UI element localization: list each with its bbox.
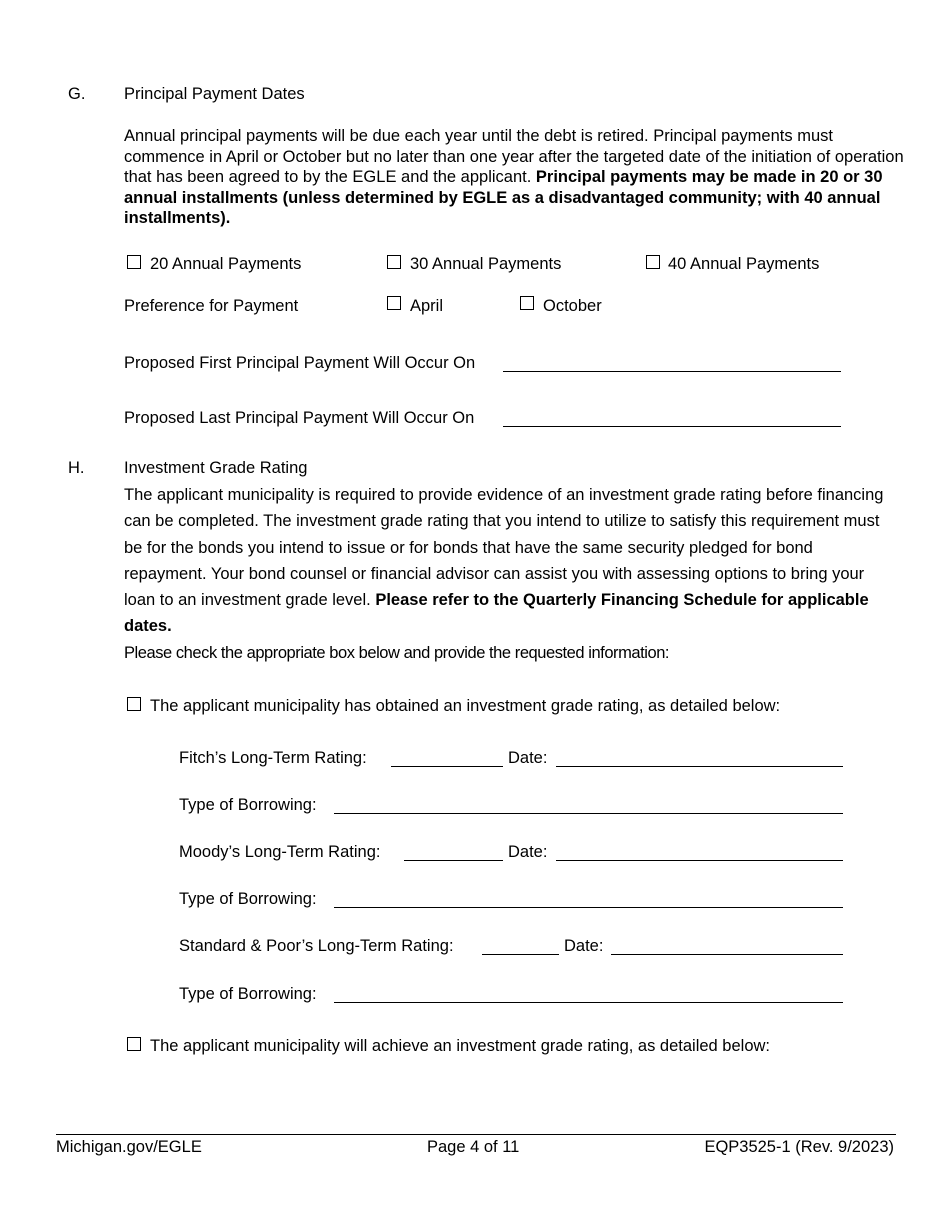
- checkbox-20-annual[interactable]: [127, 255, 141, 269]
- last-payment-field[interactable]: [503, 426, 841, 427]
- footer-page-number: Page 4 of 11: [427, 1138, 520, 1156]
- will-achieve-rating-label: The applicant municipality will achieve an investment grade rating, as detailed below:: [150, 1037, 771, 1055]
- option-30-annual-label: 30 Annual Payments: [410, 255, 562, 273]
- section-h-paragraph: [124, 482, 884, 640]
- section-g-paragraph-text: Annual principal payments will be due each year until the debt is retired. Principal payments must commence in April or October but no later than one year after the targeted date of the initiation of operation that has been agreed to by the EGLE and the applicant.: [124, 127, 904, 186]
- checkbox-will-achieve-rating[interactable]: [127, 1037, 141, 1051]
- sp-rating-label: Standard & Poor’s Long-Term Rating:: [179, 937, 454, 955]
- section-h-paragraph-bold: Please refer to the Quarterly Financing Schedule for applicable dates.: [124, 591, 869, 636]
- section-h-title: Investment Grade Rating: [124, 459, 308, 477]
- fitch-rating-label: Fitch’s Long-Term Rating:: [179, 749, 367, 767]
- first-payment-label: Proposed First Principal Payment Will Occur On: [124, 354, 476, 372]
- preference-label: Preference for Payment: [124, 297, 299, 315]
- sp-date-label: Date:: [564, 937, 604, 955]
- fitch-date-field[interactable]: [556, 766, 843, 767]
- moody-borrowing-field[interactable]: [334, 907, 843, 908]
- section-h-paragraph-text: The applicant municipality is required to provide evidence of an investment grade rating before financing can be completed. The investment grade rating that you intend to utilize to satisfy this requirement must be for the bonds you intend to issue or for bonds that have the same security pledged for bond repayment. Your bond counsel or financial advisor can assist you with assessing options to bring your loan to an investment grade level.: [124, 486, 884, 610]
- moody-rating-field[interactable]: [404, 860, 503, 861]
- sp-date-field[interactable]: [611, 954, 843, 955]
- sp-borrowing-field[interactable]: [334, 1002, 843, 1003]
- section-h-instruction: Please check the appropriate box below and provide the requested information:: [124, 644, 670, 662]
- sp-rating-field[interactable]: [482, 954, 559, 955]
- section-g-paragraph-bold: Principal payments may be made in 20 or 30 annual installments (unless determined by EGLE as a disadvantaged community; with 40 annual installments).: [124, 168, 883, 227]
- moody-rating-label: Moody’s Long-Term Rating:: [179, 843, 381, 861]
- obtained-rating-label: The applicant municipality has obtained an investment grade rating, as detailed below:: [150, 697, 781, 715]
- moody-borrowing-label: Type of Borrowing:: [179, 890, 317, 908]
- option-october-label: October: [543, 297, 602, 315]
- checkbox-30-annual[interactable]: [387, 255, 401, 269]
- checkbox-october[interactable]: [520, 296, 534, 310]
- first-payment-field[interactable]: [503, 371, 841, 372]
- footer-form-id: EQP3525-1 (Rev. 9/2023): [704, 1138, 894, 1156]
- moody-date-field[interactable]: [556, 860, 843, 861]
- checkbox-40-annual[interactable]: [646, 255, 660, 269]
- fitch-borrowing-field[interactable]: [334, 813, 843, 814]
- option-20-annual-label: 20 Annual Payments: [150, 255, 302, 273]
- option-april-label: April: [410, 297, 444, 315]
- checkbox-april[interactable]: [387, 296, 401, 310]
- section-g-letter: G.: [68, 85, 86, 103]
- section-h-letter: H.: [68, 459, 85, 477]
- footer-divider: [56, 1134, 896, 1135]
- moody-date-label: Date:: [508, 843, 548, 861]
- sp-borrowing-label: Type of Borrowing:: [179, 985, 317, 1003]
- checkbox-obtained-rating[interactable]: [127, 697, 141, 711]
- option-40-annual-label: 40 Annual Payments: [668, 255, 820, 273]
- footer-website: Michigan.gov/EGLE: [56, 1138, 202, 1156]
- last-payment-label: Proposed Last Principal Payment Will Occur On: [124, 409, 475, 427]
- fitch-date-label: Date:: [508, 749, 548, 767]
- fitch-borrowing-label: Type of Borrowing:: [179, 796, 317, 814]
- section-g-title: Principal Payment Dates: [124, 85, 305, 103]
- section-g-paragraph: [124, 126, 904, 229]
- fitch-rating-field[interactable]: [391, 766, 503, 767]
